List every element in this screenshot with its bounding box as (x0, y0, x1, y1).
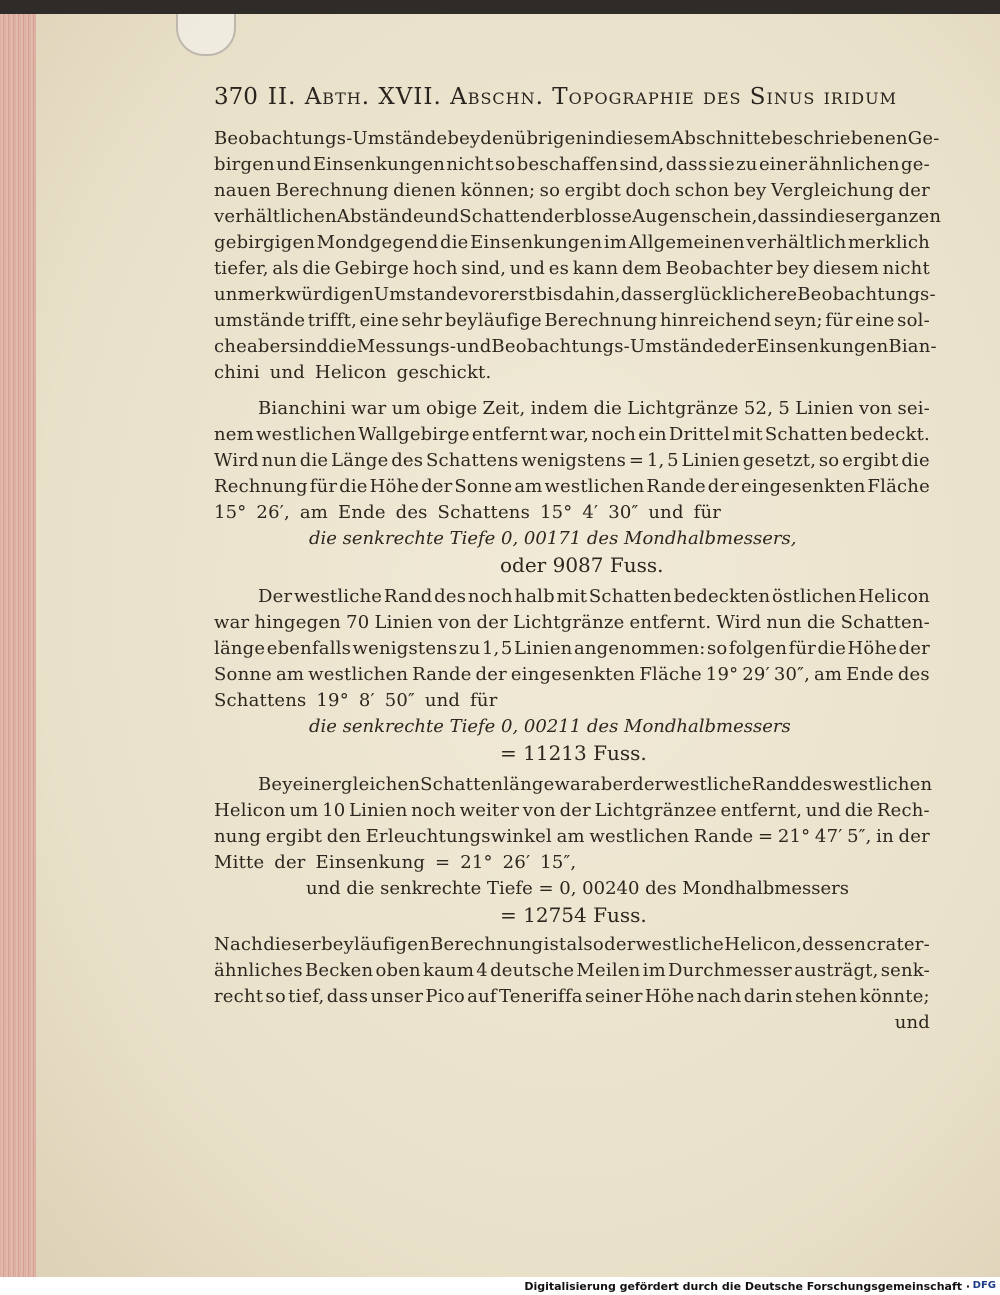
paragraph-3 (214, 584, 930, 714)
text-line: Helicon um 10 Linien noch weiter von der Lichtgränzee entfernt, und die Rech- (214, 800, 930, 821)
text-line: che aber sind die Messungs- und Beobachtungs - Umstände der Einsenkungen Bian- (214, 336, 937, 357)
text-line: Bey einer gleichen Schattenlänge war aber der westliche Rand des westlichen (258, 774, 933, 795)
equation-feet-west-helicon: = 12754 Fuss. (500, 903, 647, 927)
equation-feet-bianchini: oder 9087 Fuss. (500, 553, 664, 577)
text-line: war hingegen 70 Linien von der Lichtgränze entfernt. Wird nun die Schatten- (214, 612, 930, 633)
paragraph-4 (214, 772, 933, 876)
page-number: 370 (214, 84, 258, 110)
text-line: gebirgigen Mondgegend die Einsenkungen im Allgemeinen verhältlich merklich (214, 232, 930, 253)
running-header (214, 84, 924, 114)
text-line: Der westliche Rand des noch halb mit Schatten bedeckten östlichen Helicon (258, 586, 930, 607)
text-line: Beobachtungs - Umstände bey den übrigen in diesem Abschnitte beschriebenen Ge- (214, 128, 940, 149)
text-line: Schattens 19° 8′ 50″ und für (214, 690, 498, 711)
text-line: ähnliches Becken oben kaum 4 deutsche Meilen im Durchmesser austrägt, senk- (214, 960, 930, 981)
text-line: Nach dieser beyläufigen Berechnung ist also der westliche Helicon, dessen crater- (214, 934, 930, 955)
text-line: Rechnung für die Höhe der Sonne am westlichen Rande der eingesenkten Fläche (214, 476, 930, 497)
equation-depth-east-helicon: die senkrechte Tiefe 0, 00211 des Mondhalbmessers (309, 716, 791, 737)
footer-bar (0, 1277, 1000, 1295)
text-line: 15° 26′, am Ende des Schattens 15° 4′ 30″ und für (214, 502, 722, 523)
text-line: Sonne am westlichen Rande der eingesenkten Fläche 19° 29′ 30″, am Ende des (214, 664, 930, 685)
running-title: II. Abth. XVII. Abschn. Topographie des Sinus iridum (267, 84, 897, 110)
text-line: unmerkwürdigen Umstande vorerst bis dahin, dass er glücklichere Beobachtungs- (214, 284, 936, 305)
text-line: nauen Berechnung dienen können; so ergibt doch schon bey Vergleichung der (214, 180, 930, 201)
dfg-logo: DFG (972, 1280, 996, 1291)
paragraph-5 (214, 932, 930, 1010)
text-line: chini und Helicon geschickt. (214, 362, 492, 383)
text-line: birgen und Einsenkungen nicht so beschaffen sind, dass sie zu einer ähnlichen ge- (214, 154, 930, 175)
funding-note: Digitalisierung gefördert durch die Deutsche Forschungsgemeinschaft · (524, 1280, 970, 1293)
text-line: nung ergibt den Erleuchtungswinkel am westlichen Rande = 21° 47′ 5″, in der (214, 826, 930, 847)
page-edges (0, 14, 40, 1277)
equation-depth-west-helicon: und die senkrechte Tiefe = 0, 00240 des Mondhalbmessers (306, 878, 849, 899)
text-line: recht so tief, dass unser Pico auf Teneriffa seiner Höhe nach darin stehen könnte; (214, 986, 930, 1007)
text-line: Bianchini war um obige Zeit, indem die Lichtgränze 52, 5 Linien von sei- (258, 398, 930, 419)
paragraph-1 (214, 126, 942, 386)
text-line: verhältlichen Abstände und Schatten der blosse Augenschein, dass in dieser ganzen (214, 206, 942, 227)
paper-clip (176, 14, 236, 56)
text-line: Mitte der Einsenkung = 21° 26′ 15″, (214, 852, 577, 873)
catchword: und (894, 1012, 930, 1033)
paragraph-2 (214, 396, 930, 526)
text-line: nem westlichen Wallgebirge entfernt war, noch ein Drittel mit Schatten bedeckt. (214, 424, 930, 445)
equation-feet-east-helicon: = 11213 Fuss. (500, 741, 647, 765)
page-body (214, 126, 942, 1036)
text-line: tiefer, als die Gebirge hoch sind, und es kann dem Beobachter bey diesem nicht (214, 258, 930, 279)
text-line: umstände trifft, eine sehr beyläufige Berechnung hinreichend seyn; für eine sol- (214, 310, 930, 331)
equation-depth-bianchini: die senkrechte Tiefe 0, 00171 des Mondhalbmessers, (309, 528, 797, 549)
text-line: länge ebenfalls wenigstens zu 1, 5 Linien angenommen: so folgen für die Höhe der (214, 638, 930, 659)
text-line: Wird nun die Länge des Schattens wenigstens = 1, 5 Linien gesetzt, so ergibt die (214, 450, 930, 471)
